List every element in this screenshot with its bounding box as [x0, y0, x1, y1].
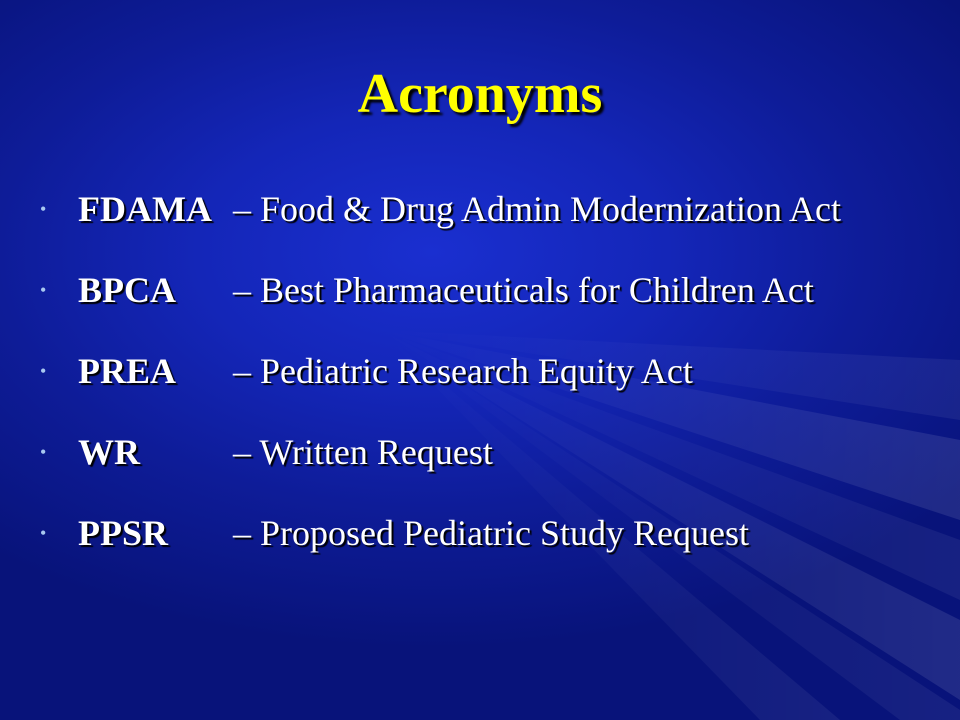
definition: – Pediatric Research Equity Act: [233, 351, 693, 391]
bullet-icon: •: [40, 442, 47, 462]
definition: – Proposed Pediatric Study Request: [233, 513, 749, 553]
bullet-icon: •: [40, 361, 47, 381]
acronym: PREA: [78, 351, 176, 391]
definition: – Best Pharmaceuticals for Children Act: [233, 270, 814, 310]
acronym: WR: [78, 432, 140, 472]
list-item: [40, 506, 940, 587]
list-item: [40, 425, 940, 506]
bullet-icon: •: [40, 280, 47, 300]
list-item: [40, 344, 940, 425]
bullet-icon: •: [40, 199, 47, 219]
list-item: [40, 263, 940, 344]
definition: – Food & Drug Admin Modernization Act: [233, 189, 841, 229]
bullet-icon: •: [40, 523, 47, 543]
acronym: FDAMA: [78, 189, 212, 229]
slide-title: Acronyms: [357, 63, 603, 125]
acronym: BPCA: [78, 270, 176, 310]
definition: – Written Request: [233, 432, 493, 472]
acronym-list: [40, 182, 940, 587]
list-item: [40, 182, 940, 263]
acronym: PPSR: [78, 513, 168, 553]
